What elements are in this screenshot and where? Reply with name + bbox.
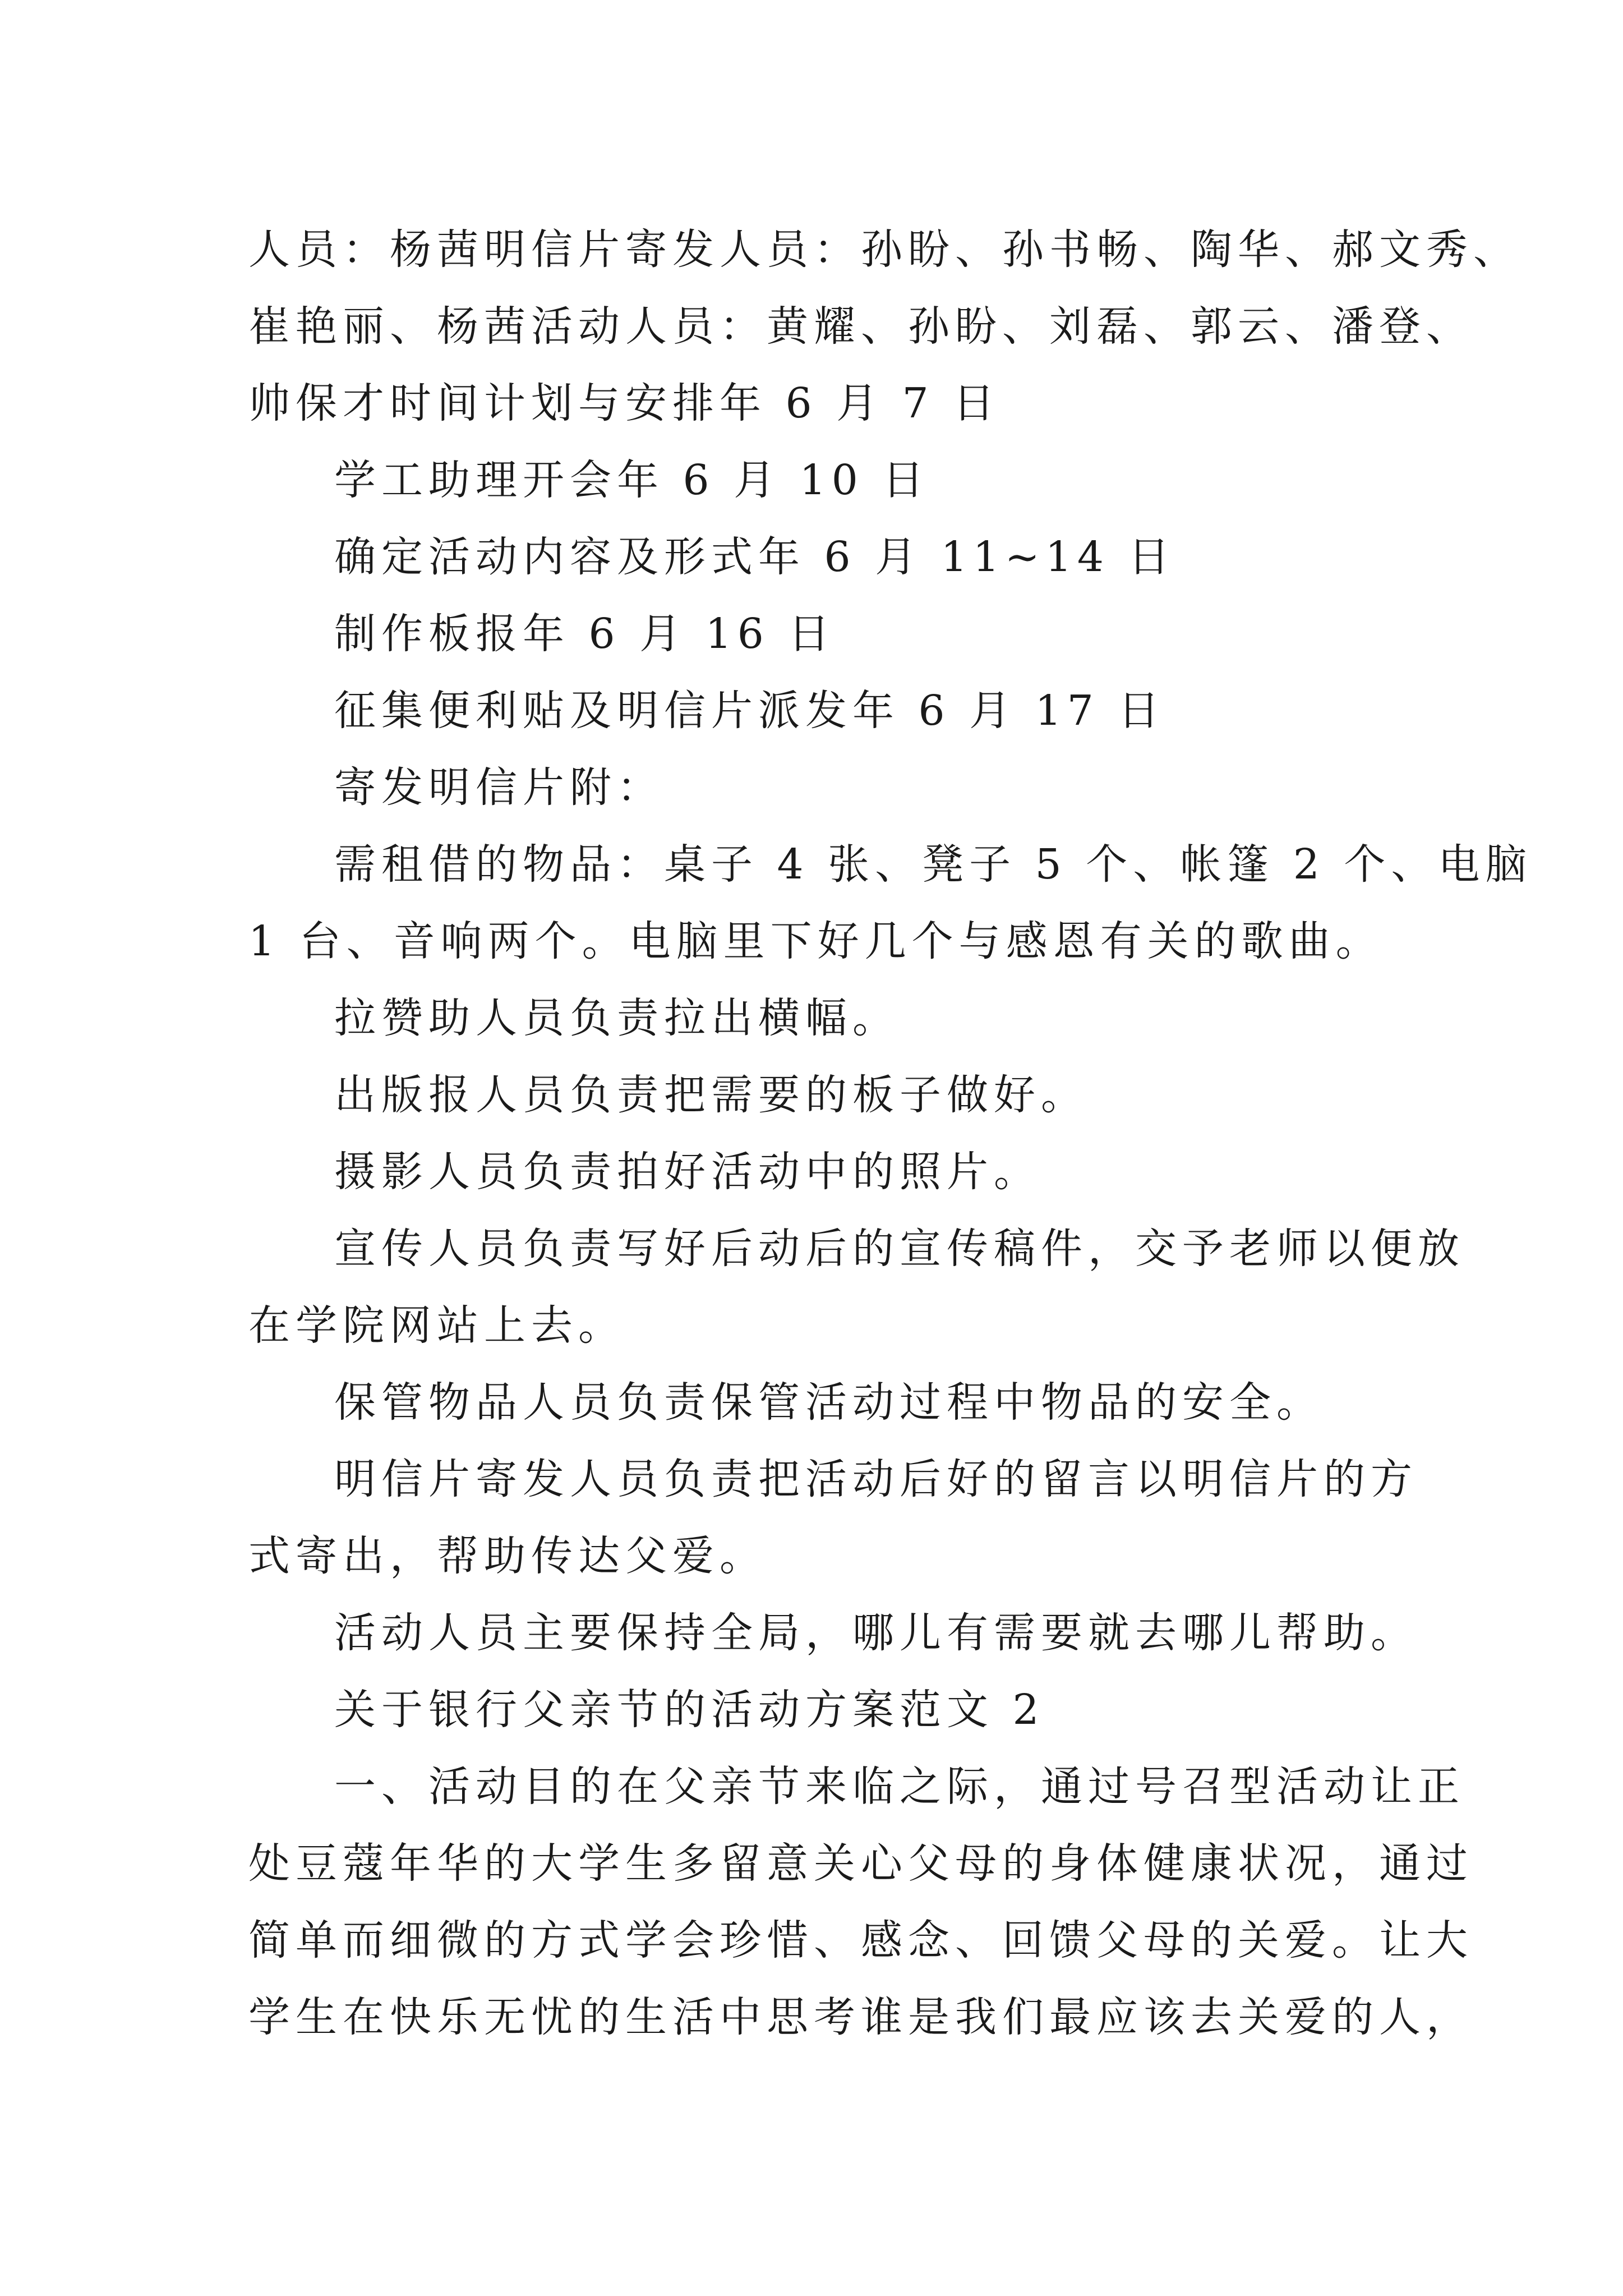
text-line: 制作板报年 6 月 16 日 xyxy=(334,610,836,658)
text-line: 简单而细微的方式学会珍惜、感念、回馈父母的关爱。让大 xyxy=(248,1916,1473,1964)
text-line: 确定活动内容及形式年 6 月 11~14 日 xyxy=(334,533,1175,581)
text-line: 在学院网站上去。 xyxy=(248,1301,625,1350)
text-line: 宣传人员负责写好后动后的宣传稿件，交予老师以便放 xyxy=(334,1225,1465,1273)
text-line: 明信片寄发人员负责把活动后好的留言以明信片的方 xyxy=(334,1455,1418,1503)
text-line: 摄影人员负责拍好活动中的照片。 xyxy=(334,1148,1041,1196)
text-line: 活动人员主要保持全局，哪儿有需要就去哪儿帮助。 xyxy=(334,1609,1418,1657)
text-line: 帅保才时间计划与安排年 6 月 7 日 xyxy=(248,379,1000,427)
text-line: 征集便利贴及明信片派发年 6 月 17 日 xyxy=(334,687,1165,735)
text-line: 学工助理开会年 6 月 10 日 xyxy=(334,456,930,504)
text-line: 学生在快乐无忧的生活中思考谁是我们最应该去关爱的人， xyxy=(248,1993,1473,2041)
text-line: 出版报人员负责把需要的板子做好。 xyxy=(334,1071,1088,1119)
text-line: 人员：杨茜明信片寄发人员：孙盼、孙书畅、陶华、郝文秀、 xyxy=(248,226,1520,274)
text-line: 1 台、音响两个。电脑里下好几个与感恩有关的歌曲。 xyxy=(248,917,1383,965)
document-body xyxy=(248,211,1533,2056)
text-line: 式寄出，帮助传达父爱。 xyxy=(248,1532,767,1580)
text-line: 一、活动目的在父亲节来临之际，通过号召型活动让正 xyxy=(334,1763,1465,1811)
text-line: 需租借的物品：桌子 4 张、凳子 5 个、帐篷 2 个、电脑 xyxy=(334,840,1533,889)
text-line: 保管物品人员负责保管活动过程中物品的安全。 xyxy=(334,1378,1324,1427)
text-line: 崔艳丽、杨茜活动人员：黄耀、孙盼、刘磊、郭云、潘登、 xyxy=(248,302,1473,351)
text-line: 寄发明信片附： xyxy=(334,763,664,812)
section-heading: 关于银行父亲节的活动方案范文 2 xyxy=(334,1686,1045,1734)
text-line: 处豆蔻年华的大学生多留意关心父母的身体健康状况，通过 xyxy=(248,1839,1473,1888)
text-line: 拉赞助人员负责拉出横幅。 xyxy=(334,994,900,1042)
